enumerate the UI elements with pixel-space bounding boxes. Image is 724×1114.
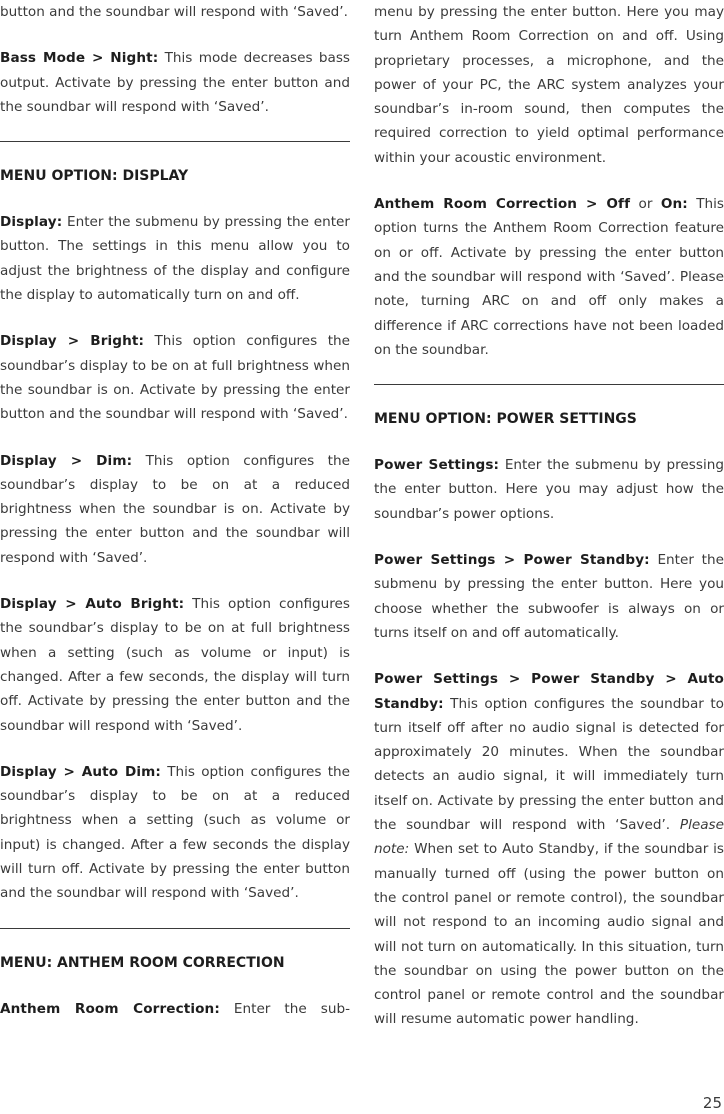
desc-display-auto-dim: This option configures the soundbar’s display to be on at a reduced brightness when a setting (such as volume or input) is changed. After a few seconds the display will turn off. Activate by pressing the enter button and the soundbar will respond with ‘Saved’.	[0, 763, 351, 902]
paragraph-display-auto-dim	[0, 760, 350, 906]
section-divider	[374, 384, 724, 385]
paragraph-power-standby	[374, 548, 724, 645]
paragraph-power-settings	[374, 453, 724, 526]
term-power-settings: Power Settings:	[374, 457, 500, 474]
desc-bass-night: This mode decreases bass output. Activate by pressing the enter button and the soundbar will respond with ‘Saved’.	[0, 50, 350, 115]
paragraph-arc-off-on	[374, 192, 724, 362]
section-divider	[0, 141, 350, 142]
term-bass-night: Bass Mode > Night:	[0, 50, 159, 67]
desc-auto-standby: This option configures the soundbar to turn itself off after no audio signal is detected for approximately 20 minutes. When the soundbar detects an audio signal, it will immediately turn itself on. Activate by pressing the enter button and the soundbar will respond with ‘Saved’.	[374, 695, 724, 834]
paragraph-display	[0, 210, 350, 307]
paragraph-continued: button and the soundbar will respond with ‘Saved’.	[0, 4, 348, 20]
desc-power-standby: Enter the submenu by pressing the enter button. Here you choose whether the subwoofer is always on or turns itself on and off automatically.	[374, 552, 724, 641]
term-arc: Anthem Room Correction:	[0, 1000, 220, 1017]
right-column	[374, 0, 724, 1032]
term-display: Display:	[0, 214, 63, 231]
section-heading-power: MENU OPTION: POWER SETTINGS	[374, 411, 637, 428]
term-arc-on: On:	[660, 196, 688, 213]
term-arc-off: Anthem Room Correction > Off	[374, 196, 631, 213]
note-body: When set to Auto Standby, if the soundbar is manually turned off (using the power button on the control panel or remote control), the soundbar will not respond to an incoming audio signal and will not turn on automatically. In this situation, turn the soundbar on using the power button on the control panel or remote control and the soundbar will resume automatic power handling.	[374, 841, 724, 1028]
paragraph-arc	[0, 997, 350, 1021]
desc-display-bright: This option configures the soundbar’s display to be on at full brightness when the soundbar is on. Activate by pressing the enter button and the soundbar will respond with ‘Saved’.	[0, 333, 350, 423]
term-display-bright: Display > Bright:	[0, 333, 145, 350]
section-heading-arc: MENU: ANTHEM ROOM CORRECTION	[0, 954, 285, 971]
paragraph-display-bright	[0, 329, 350, 426]
note-label: Please note:	[374, 817, 724, 858]
section-divider	[0, 928, 350, 929]
page-number: 25	[702, 1094, 722, 1112]
term-display-dim: Display > Dim:	[0, 452, 133, 469]
section-heading-display: MENU OPTION: DISPLAY	[0, 168, 189, 185]
term-or: or	[630, 196, 661, 213]
term-auto-standby: Power Settings > Power Standby > Auto Standby:	[374, 671, 724, 712]
paragraph-arc-continued: menu by pressing the enter button. Here you may turn Anthem Room Correction on and off. Using proprietary processes, a microphone, and the power of your PC, the ARC system analyzes your soundbar’s in-room sound, then computes the required correction to yield optimal performance within your acoustic environment.	[374, 4, 724, 166]
paragraph-auto-standby	[374, 667, 724, 1031]
desc-display-dim: This option configures the soundbar’s display to be on at a reduced brightness when the soundbar is on. Activate by pressing the enter button and the soundbar will respond with ‘Saved’.	[0, 452, 350, 566]
desc-power-settings: Enter the submenu by pressing the enter button. Here you may adjust how the soundbar’s power options.	[374, 457, 724, 522]
paragraph-display-auto-bright	[0, 592, 350, 738]
term-display-auto-dim: Display > Auto Dim:	[0, 763, 161, 780]
desc-arc-off-on: This option turns the Anthem Room Correction feature on or off. Activate by pressing the enter button and the soundbar will respond with ‘Saved’. Please note, turning ARC on and off only makes a difference if ARC corrections have not been loaded on the soundbar.	[374, 196, 724, 358]
term-power-standby: Power Settings > Power Standby:	[374, 552, 650, 569]
term-display-auto-bright: Display > Auto Bright:	[0, 596, 185, 613]
desc-display-auto-bright: This option configures the soundbar’s display to be on at full brightness when a setting (such as volume or input) is changed. After a few seconds, the display will turn off. Activate by pressing the enter button and the soundbar will respond with ‘Saved’.	[0, 596, 350, 734]
desc-arc: Enter the sub-	[219, 1000, 350, 1017]
left-column	[0, 0, 350, 1021]
paragraph-display-dim	[0, 449, 350, 570]
desc-display: Enter the submenu by pressing the enter button. The settings in this menu allow you to adjust the brightness of the display and configure the display to automatically turn on and off.	[0, 214, 350, 304]
paragraph-bass-night	[0, 46, 350, 119]
